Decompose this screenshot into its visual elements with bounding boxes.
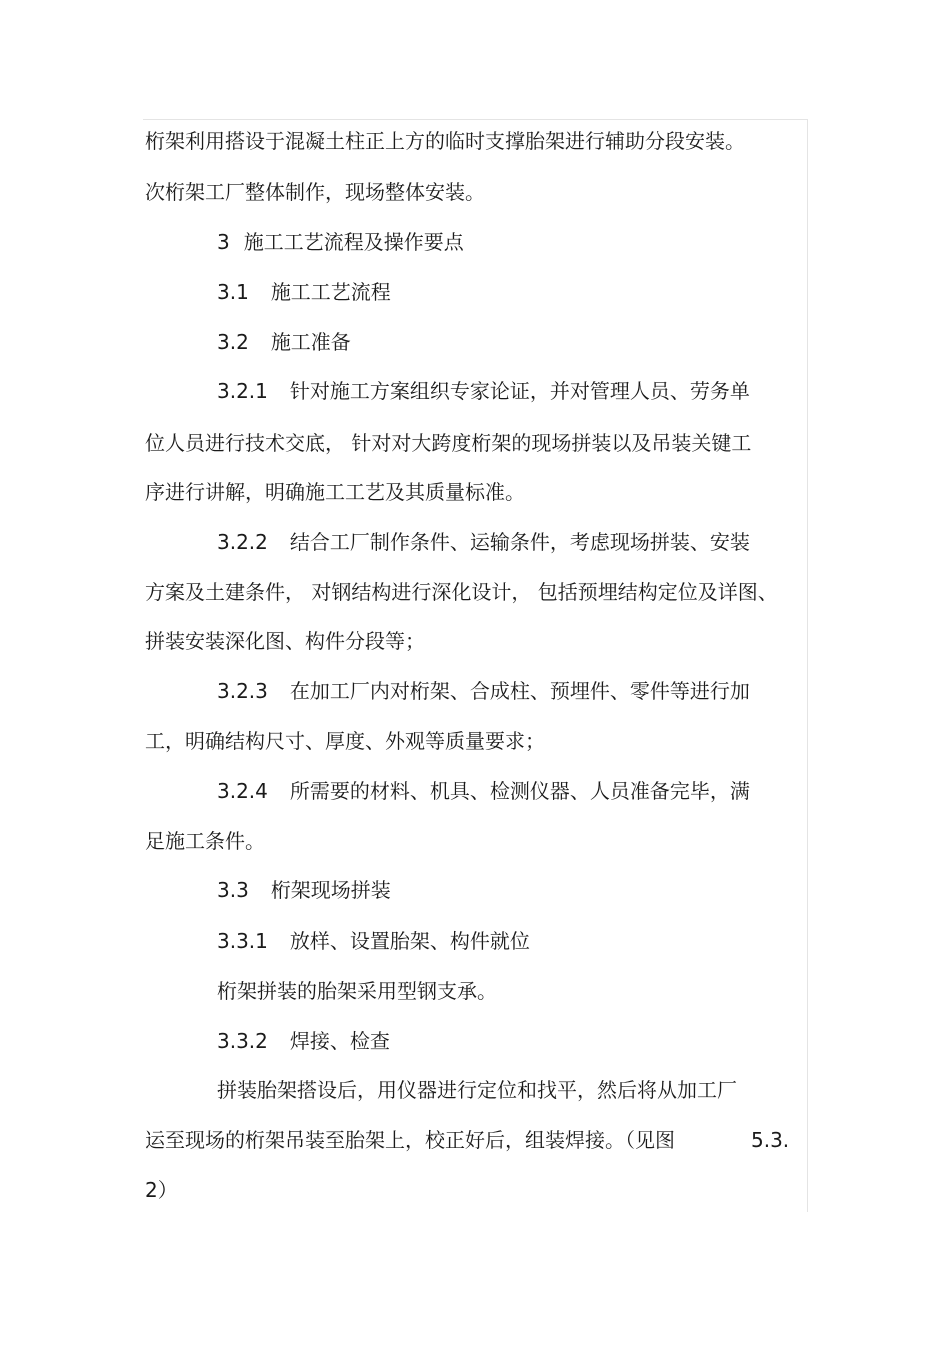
item-3-2-2-line1 xyxy=(217,529,750,555)
item-3-2-3-line2: 工，明确结构尺寸、厚度、外观等质量要求； xyxy=(145,729,545,753)
item-3-2-4-line1 xyxy=(217,778,750,804)
item-number: 3.2.3 xyxy=(217,679,268,703)
item-number: 3.2.2 xyxy=(217,530,268,554)
section-heading-3-3 xyxy=(217,877,391,903)
figure-reference-number: 5.3. xyxy=(751,1128,790,1152)
paragraph-line: 次桁架工厂整体制作，现场整体安装。 xyxy=(145,180,485,204)
section-heading-3-2 xyxy=(217,329,351,355)
section-title: 放样、设置胎架、构件就位 xyxy=(289,929,530,953)
item-number: 3.2.1 xyxy=(217,379,268,403)
section-heading-3-3-2 xyxy=(217,1028,390,1054)
section-number: 3.2 xyxy=(217,330,249,354)
section-number: 3.3.1 xyxy=(217,929,268,953)
section-title: 焊接、检查 xyxy=(289,1029,390,1053)
section-number: 3.3.2 xyxy=(217,1029,268,1053)
section-heading-3 xyxy=(217,229,464,255)
item-3-2-2-line3: 拼装安装深化图、构件分段等； xyxy=(145,629,425,653)
section-heading-3-1 xyxy=(217,279,391,305)
item-3-3-1-body: 桁架拼装的胎架采用型钢支承。 xyxy=(217,979,497,1003)
item-3-2-2-line2: 方案及土建条件， 对钢结构进行深化设计， 包括预埋结构定位及详图、 xyxy=(145,580,778,604)
section-number: 3 xyxy=(217,230,230,254)
item-3-3-2-line2: 运至现场的桁架吊装至胎架上，校正好后，组装焊接。（见图 xyxy=(145,1128,675,1152)
item-3-2-1-line2: 位人员进行技术交底， 针对对大跨度桁架的现场拼装以及吊装关键工 xyxy=(145,431,752,455)
section-number: 3.1 xyxy=(217,280,249,304)
item-3-2-3-line1 xyxy=(217,678,750,704)
item-text: 针对施工方案组织专家论证，并对管理人员、劳务单 xyxy=(289,379,750,403)
item-3-3-2-line1: 拼装胎架搭设后，用仪器进行定位和找平，然后将从加工厂 xyxy=(217,1078,737,1102)
item-3-2-4-line2: 足施工条件。 xyxy=(145,829,265,853)
section-heading-3-3-1 xyxy=(217,928,530,954)
section-title: 施工工艺流程及操作要点 xyxy=(243,230,464,254)
section-number: 3.3 xyxy=(217,878,249,902)
item-3-2-1-line1 xyxy=(217,378,750,404)
section-title: 施工准备 xyxy=(270,330,351,354)
item-text: 结合工厂制作条件、运输条件，考虑现场拼装、安装 xyxy=(289,530,750,554)
figure-reference-number-continued: 2） xyxy=(145,1178,178,1202)
section-title: 桁架现场拼装 xyxy=(270,878,391,902)
item-text: 所需要的材料、机具、检测仪器、人员准备完毕，满 xyxy=(289,779,750,803)
item-text: 在加工厂内对桁架、合成柱、预埋件、零件等进行加 xyxy=(289,679,750,703)
section-title: 施工工艺流程 xyxy=(270,280,391,304)
item-3-2-1-line3: 序进行讲解，明确施工工艺及其质量标准。 xyxy=(145,480,525,504)
item-number: 3.2.4 xyxy=(217,779,268,803)
paragraph-line: 桁架利用搭设于混凝土柱正上方的临时支撑胎架进行辅助分段安装。 xyxy=(145,129,745,153)
